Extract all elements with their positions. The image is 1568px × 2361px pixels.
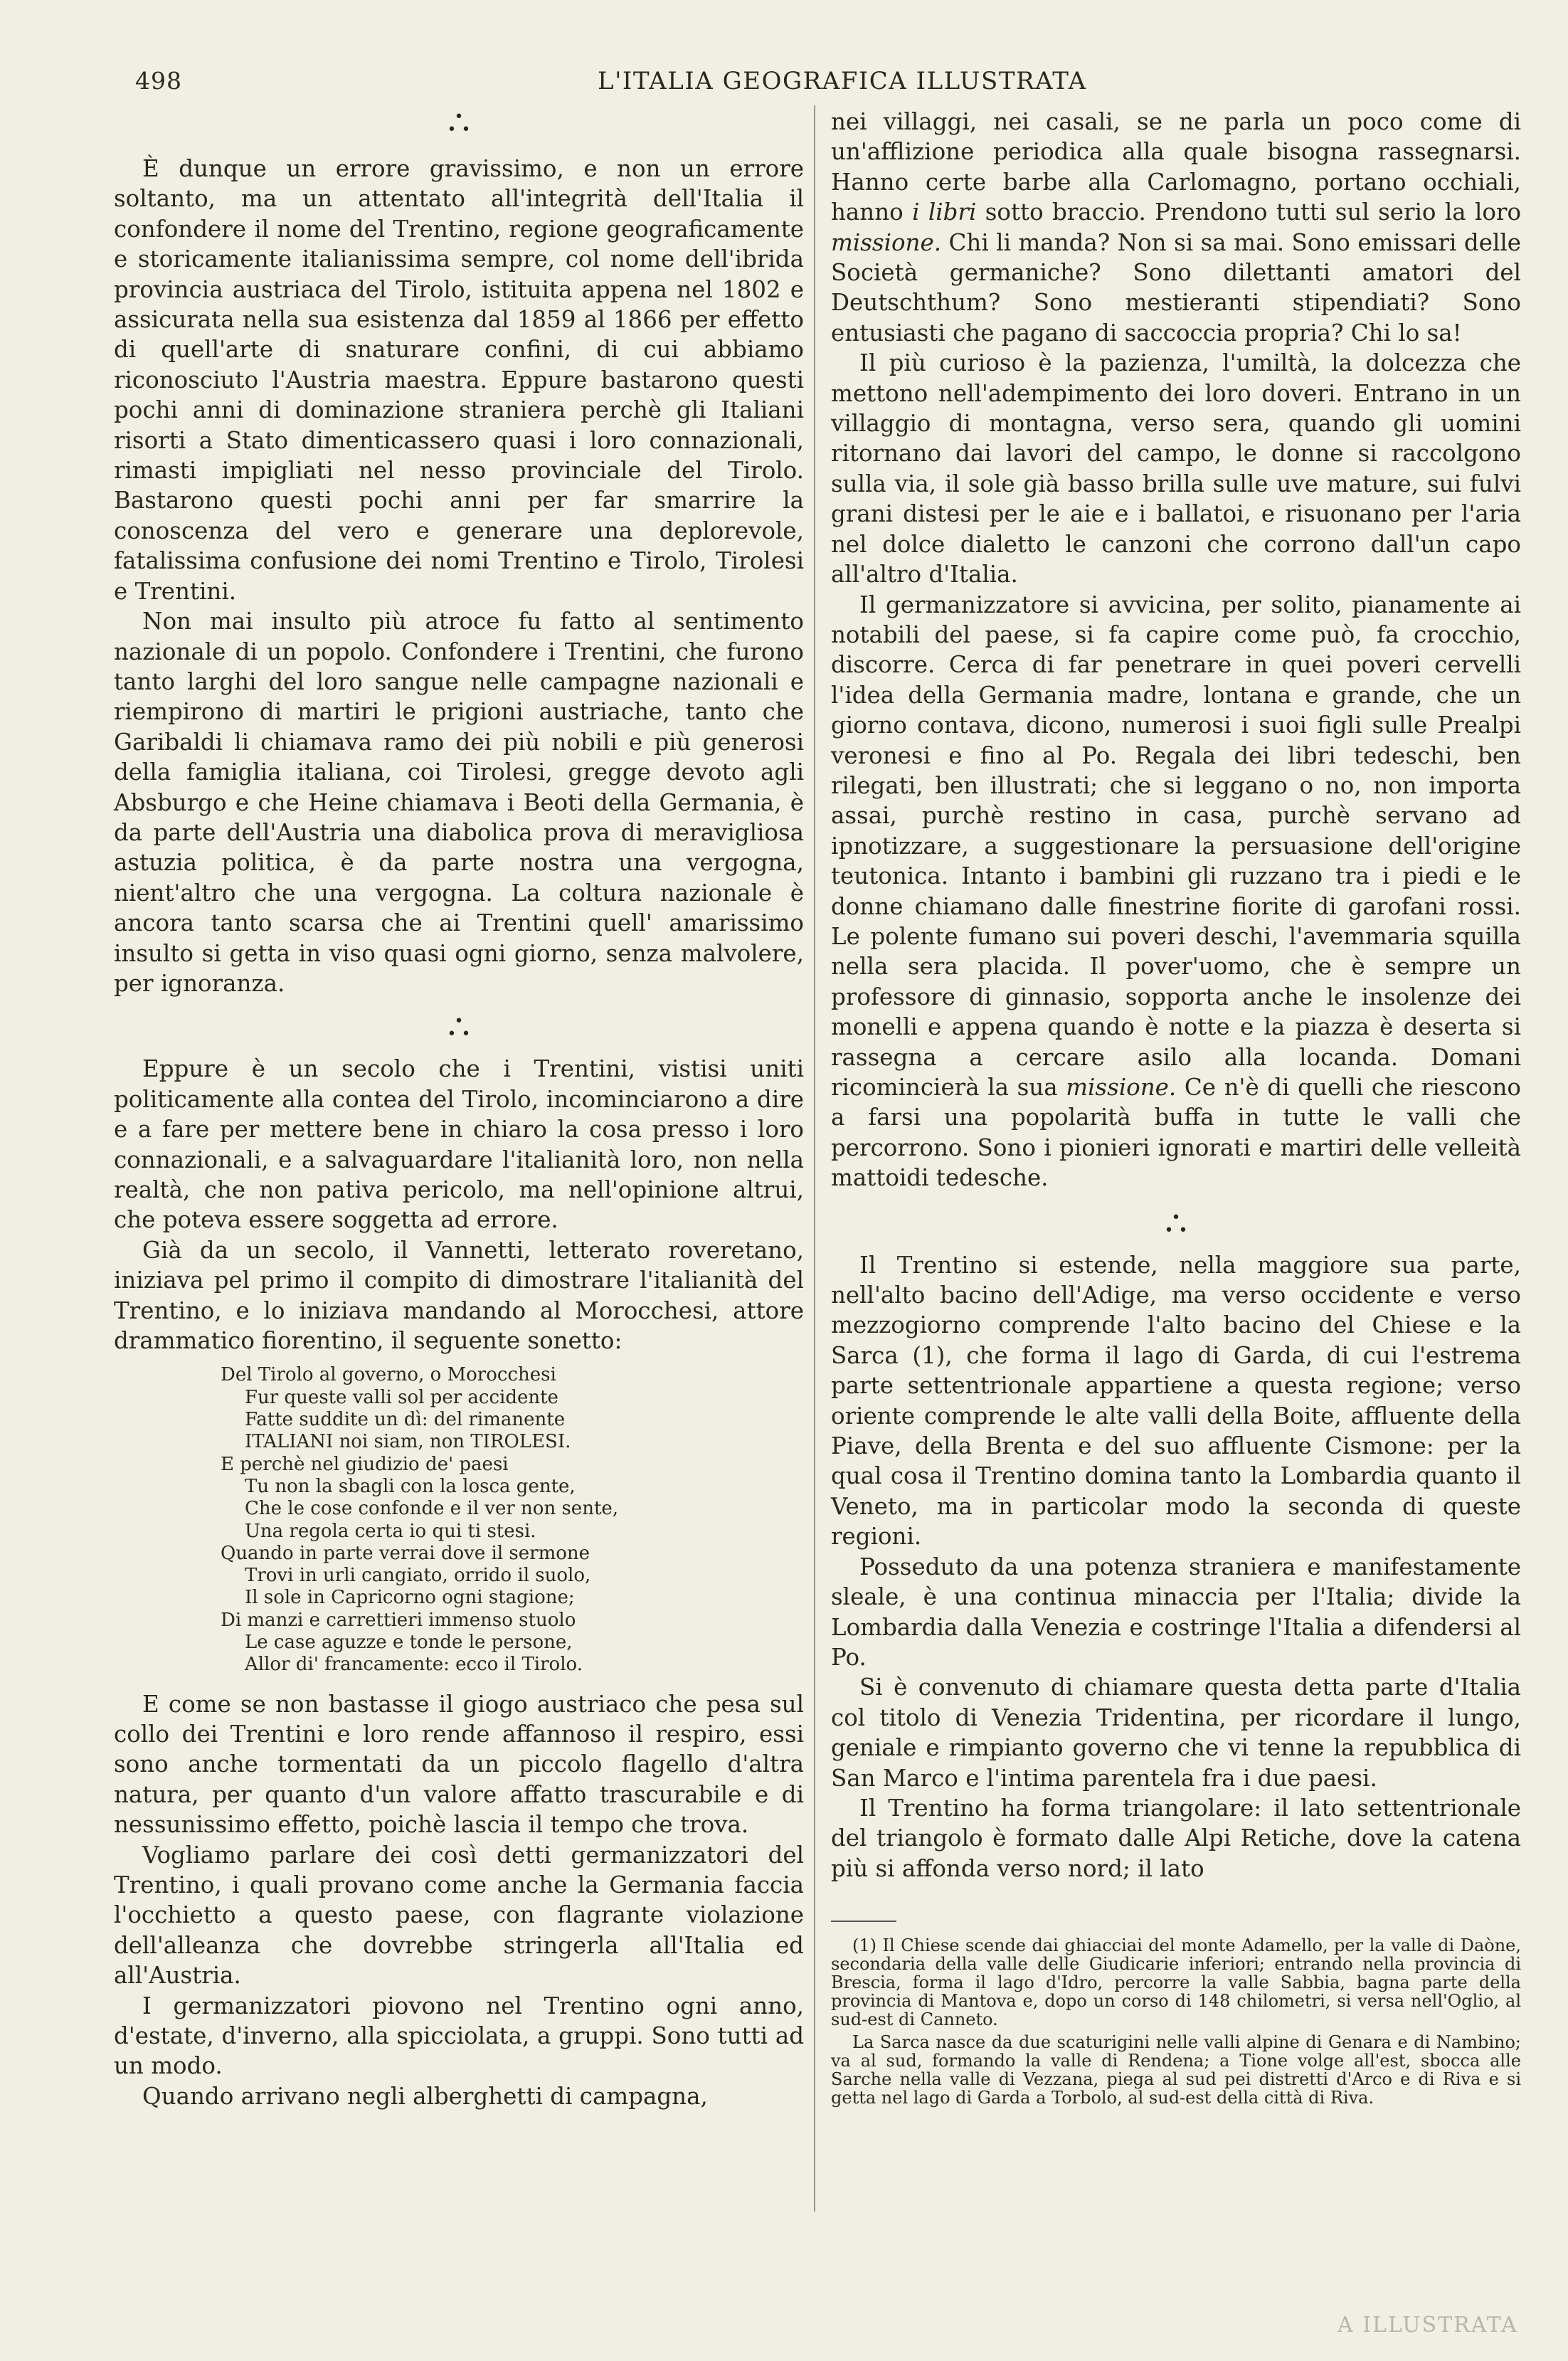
- poem-line: Di manzi e carrettieri immenso stuolo: [221, 1609, 576, 1631]
- page-number: 498: [135, 67, 182, 95]
- paragraph: Vogliamo parlare dei così detti germanizzatori del Trentino, i quali provano come anche la Germania faccia l'occhietto a questo paese, con flagrante violazione dell'alleanza che dovrebbe stringerla all'Italia ed all'Austria.: [114, 1841, 804, 1990]
- running-title: L'ITALIA GEOGRAFICA ILLUSTRATA: [598, 67, 1087, 95]
- paragraph: Il Trentino si estende, nella maggiore sua parte, nell'alto bacino dell'Adige, ma verso occidente e verso mezzogiorno comprende l'alto bacino del Chiese e la Sarca (1), che forma il lago di Garda, di cui l'estrema parte settentrionale appartiene a questa regione; verso oriente comprende le alte valli della Boite, affluente della Piave, della Brenta e del suo affluente Cismone: per la qual cosa il Trentino domina tanto la Lombardia quanto il Veneto, ma in particolar modo la seconda di queste regioni.: [831, 1251, 1521, 1551]
- poem-line: Una regola certa io qui ti stesi.: [245, 1520, 536, 1542]
- text-run: nei villaggi, nei casali, se ne parla un poco come di un'afflizione periodica alla quale bisogna rassegnarsi. Hanno certe barbe alla Carlomagno, portano occhiali, hanno: [831, 108, 1521, 226]
- paragraph: I germanizzatori piovono nel Trentino ogni anno, d'estate, d'inverno, alla spicciolata, a gruppi. Sono tutti ad un modo.: [114, 1992, 804, 2080]
- poem-line: Fatte suddite un dì: del rimanente: [245, 1409, 566, 1431]
- paragraph: È dunque un errore gravissimo, e non un errore soltanto, ma un attentato all'integrità dell'Italia il confondere il nome del Trentino, regione geograficamente e storicamente italianissima sempre, col nome dell'ibrida provincia austriaca del Tirolo, istituita appena nel 1802 e assicurata nella sua esistenza dal 1859 al 1866 per effetto di quell'arte di snaturare confini, di cui abbiamo riconosciuto l'Austria maestra. Eppure bastarono questi pochi anni di dominazione straniera perchè gli Italiani risorti a Stato dimenticassero quasi i loro connazionali, rimasti impigliati nel nesso provinciale del Tirolo. Bastarono questi pochi anni per far smarrire la conoscenza del vero e generare una deplorevole, fatalissima confusione dei nomi Trentino e Tirolo, Tirolesi e Trentini.: [114, 155, 804, 605]
- paragraph: Posseduto da una potenza straniera e manifestamente sleale, è una continua minaccia per l'Italia; divide la Lombardia dalla Venezia e costringe l'Italia a difendersi al Po.: [831, 1553, 1521, 1671]
- column-divider: [814, 105, 815, 2212]
- poem-line: ITALIANI noi siam, non TIROLESI.: [245, 1431, 571, 1453]
- paragraph: [831, 107, 1521, 348]
- section-separator: [831, 1208, 1521, 1250]
- footnote-rule: [831, 1921, 896, 1922]
- footnote: (1) Il Chiese scende dai ghiacciai del monte Adamello, per la valle di Daòne, secondaria della valle delle Giudicarie inferiori; entrando nella provincia di Brescia, forma il lago d'Idro, percorre la valle Sabbia, bagna parte della provincia di Mantova e, dopo un corso di 148 chilometri, si versa nell'Oglio, al sud-est di Canneto.: [831, 1935, 1521, 2030]
- paragraph: E come se non bastasse il giogo austriaco che pesa sul collo dei Trentini e loro rende affannoso il respiro, essi sono anche tormentati da un piccolo flagello d'altra natura, per quanto d'un valore affatto trascurabile e di nessunissimo effetto, poichè lascia il tempo che trova.: [114, 1690, 804, 1839]
- poem-line: Quando in parte verrai dove il sermone: [221, 1542, 590, 1564]
- poem-line: Il sole in Capricorno ogni stagione;: [245, 1587, 575, 1609]
- poem-line: Tu non la sbagli con la losca gente,: [245, 1475, 576, 1497]
- paragraph: Già da un secolo, il Vannetti, letterato roveretano, iniziava pel primo il compito di dimostrare l'italianità del Trentino, e lo iniziava mandando al Morocchesi, attore drammatico fiorentino, il seguente sonetto:: [114, 1236, 804, 1355]
- right-column: [831, 107, 1521, 2107]
- separator-mark: • • •: [447, 108, 471, 139]
- emphasis: missione.: [1066, 1074, 1177, 1101]
- page-header: [0, 60, 1568, 100]
- emphasis: i libri: [912, 199, 977, 226]
- section-separator: [114, 1011, 804, 1054]
- footnote: La Sarca nasce da due scaturigini nelle valli alpine di Genara e di Nambino; va al sud, formando la valle di Rendena; a Tione volge all'est, sbocca alle Sarche nella valle di Vezzana, piega al sud pei distretti d'Arco e di Riva e si getta nel lago di Garda a Torbolo, al sud-est della città di Riva.: [831, 2032, 1521, 2108]
- poem-line: Allor di' francamente: ecco il Tirolo.: [245, 1654, 583, 1676]
- paragraph: Si è convenuto di chiamare questa detta parte d'Italia col titolo di Venezia Tridentina, per ricordare il lungo, geniale e rimpianto governo che vi tenne la repubblica di San Marco e l'intima parentela fra i due paesi.: [831, 1674, 1521, 1792]
- section-separator: [114, 107, 804, 154]
- bleed-through-text: A ILLUSTRATA: [1337, 2313, 1518, 2338]
- separator-mark: • • •: [447, 1013, 471, 1044]
- poem-line: E perchè nel giudizio de' paesi: [221, 1453, 509, 1475]
- poem-line: Che le cose confonde e il ver non sente,: [245, 1498, 619, 1520]
- left-column: [114, 107, 804, 2111]
- paragraph: Il più curioso è la pazienza, l'umiltà, la dolcezza che mettono nell'adempimento dei loro doveri. Entrano in un villaggio di montagna, verso sera, quando gli uomini ritornano dai lavori del campo, le donne si raccolgono sulla via, il sole già basso brilla sulle uve mature, sui fulvi grani distesi per le aie e i ballatoi, e risuonano per l'aria nel dolce dialetto le canzoni che corrono dall'un capo all'altro d'Italia.: [831, 349, 1521, 588]
- emphasis: missione.: [831, 228, 942, 256]
- text-run: Ce n'è di quelli che riescono a farsi una popolarità buffa in tutte le valli che percorrono. Sono i pionieri ignorati e martiri delle velleità mattoidi tedesche.: [831, 1074, 1521, 1192]
- separator-mark: • • •: [1164, 1208, 1188, 1240]
- poem-line: Fur queste valli sol per accidente: [245, 1386, 558, 1408]
- sonnet: [114, 1364, 804, 1676]
- paragraph: [831, 590, 1521, 1193]
- text-run: Chi li manda? Non si sa mai. Sono emissari delle Società germaniche? Sono dilettanti amatori del Deutschthum? Sono mestieranti stipendiati? Sono entusiasti che pagano di saccoccia propria? Chi lo sa!: [831, 228, 1521, 347]
- paragraph: Eppure è un secolo che i Trentini, vistisi uniti politicamente alla contea del Tirolo, incominciarono a dire e a fare per mettere bene in chiaro la cosa presso i loro connazionali, e a salvaguardare l'italianità loro, non nella realtà, che non pativa pericolo, ma nell'opinione altrui, che poteva essere soggetta ad errore.: [114, 1055, 804, 1234]
- paragraph: Quando arrivano negli alberghetti di campagna,: [142, 2082, 708, 2110]
- text-run: sotto braccio. Prendono tutti sul serio la loro: [985, 199, 1522, 226]
- paragraph: Il Trentino ha forma triangolare: il lato settentrionale del triangolo è formato dalle Alpi Retiche, dove la catena più si affonda verso nord; il lato: [831, 1794, 1521, 1882]
- paragraph: Non mai insulto più atroce fu fatto al sentimento nazionale di un popolo. Confondere i Trentini, che furono tanto larghi del loro sangue nelle campagne nazionali e riempirono di martiri le prigioni austriache, tanto che Garibaldi li chiamava ramo dei più nobili e più generosi della famiglia italiana, coi Tirolesi, gregge devoto agli Absburgo e che Heine chiamava i Beoti della Germania, è da parte dell'Austria una diabolica prova di meravigliosa astuzia politica, è da parte nostra una vergogna, nient'altro che una vergogna. La coltura nazionale è ancora tanto scarsa che ai Trentini quell' amarissimo insulto si getta in viso quasi ogni giorno, senza malvolere, per ignoranza.: [114, 608, 804, 997]
- poem-line: Trovi in urli cangiato, orrido il suolo,: [245, 1565, 591, 1587]
- text-run: Il germanizzatore si avvicina, per solito, pianamente ai notabili del paese, si fa capire come può, fa crocchio, discorre. Cerca di far penetrare in quei poveri cervelli l'idea della Germania madre, lontana e grande, che un giorno contava, dicono, numerosi i suoi figli sulle Prealpi veronesi e fino al Po. Regala dei libri tedeschi, ben rilegati, ben illustrati; che si leggano o no, non importa assai, purchè restino in casa, purchè servano ad ipnotizzare, a suggestionare la persuasione dell'origine teutonica. Intanto i bambini gli ruzzano tra i piedi e le donne chiamano dalle finestrine fiorite di garofani rossi. Le polente fumano sui poveri deschi, l'avemmaria squilla nella sera placida. Il pover'uomo, che è sempre un professore di ginnasio, sopporta anche le insolenze dei monelli e appena quando è notte e la piazza è deserta si rassegna a cercare asilo alla locanda. Domani ricomincierà la sua: [831, 591, 1521, 1101]
- poem-line: Del Tirolo al governo, o Morocchesi: [221, 1364, 556, 1386]
- poem-line: Le case aguzze e tonde le persone,: [245, 1632, 573, 1653]
